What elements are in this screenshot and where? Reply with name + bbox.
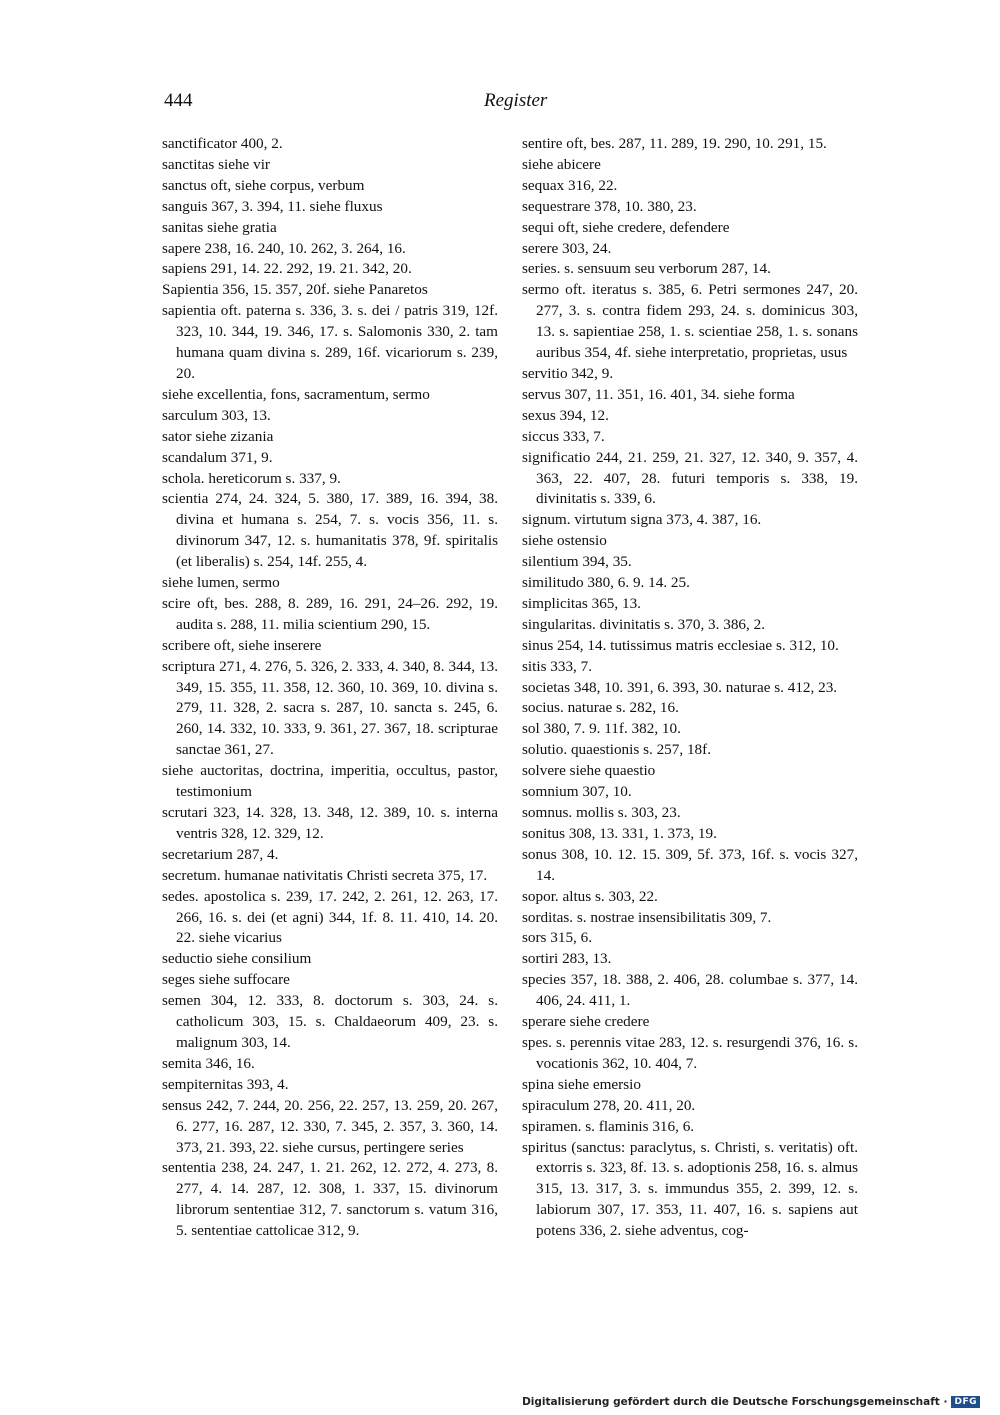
- index-entry: servus 307, 11. 351, 16. 401, 34. siehe forma: [522, 385, 795, 403]
- index-entry: siehe ostensio: [522, 532, 607, 550]
- index-entry: schola. hereticorum s. 337, 9.: [162, 469, 341, 487]
- index-entry: sequax 316, 22.: [522, 176, 618, 194]
- index-entry: sitis 333, 7.: [522, 657, 593, 675]
- index-entry: spiraculum 278, 20. 411, 20.: [522, 1096, 696, 1114]
- index-entry: singularitas. divinitatis s. 370, 3. 386, 2.: [522, 615, 765, 633]
- credit-text: Digitalisierung gefördert durch die Deutsche Forschungsgemeinschaft ·: [522, 1396, 948, 1408]
- index-column-left: [162, 134, 498, 1242]
- index-entry: scire oft, bes. 288, 8. 289, 16. 291, 24–26. 292, 19. audita s. 288, 11. milia scientium 290, 15.: [162, 594, 498, 633]
- index-entry: solvere siehe quaestio: [522, 762, 656, 780]
- page-number: 444: [164, 90, 193, 111]
- index-entry: secretum. humanae nativitatis Christi secreta 375, 17.: [162, 866, 488, 884]
- index-entry: sorditas. s. nostrae insensibilitatis 309, 7.: [522, 908, 772, 926]
- index-entry: secretarium 287, 4.: [162, 845, 279, 863]
- index-entry: serere 303, 24.: [522, 239, 612, 257]
- index-entry: somnium 307, 10.: [522, 783, 632, 801]
- index-entry: silentium 394, 35.: [522, 553, 632, 571]
- index-entry: sanctitas siehe vir: [162, 155, 270, 173]
- index-entry: sonitus 308, 13. 331, 1. 373, 19.: [522, 824, 717, 842]
- index-entry: sanguis 367, 3. 394, 11. siehe fluxus: [162, 197, 383, 215]
- digitization-credit: [522, 1396, 980, 1408]
- index-entry: simplicitas 365, 13.: [522, 594, 641, 612]
- index-entry: sapere 238, 16. 240, 10. 262, 3. 264, 16.: [162, 239, 406, 257]
- dfg-logo: DFG: [951, 1396, 980, 1408]
- index-entry: sententia 238, 24. 247, 1. 21. 262, 12. 272, 4. 273, 8. 277, 4. 14. 287, 12. 308, 1. 337, 15. divinorum librorum sententiae 312, 7. sanctorum s. vatum 316, 5. sententiae cattolicae 312, 9.: [162, 1159, 498, 1240]
- index-entry: siehe excellentia, fons, sacramentum, sermo: [162, 385, 430, 403]
- index-entry: sors 315, 6.: [522, 929, 593, 947]
- index-entry: sarculum 303, 13.: [162, 406, 271, 424]
- index-entry: sermo oft. iteratus s. 385, 6. Petri sermones 247, 20. 277, 3. s. contra fidem 293, 24. s. dominicus 303, 13. s. sapientiae 258, 1. s. scientiae 258, 1. s. sonans auribus 354, 4f. siehe interpretatio, proprietas, usus: [522, 281, 858, 362]
- index-entry: sapientia oft. paterna s. 336, 3. s. dei / patris 319, 12f. 323, 10. 344, 19. 346, 17. s. Salomonis 330, 2. tam humana quam divina s. 289, 16f. vicariorum s. 239, 20.: [162, 302, 498, 382]
- index-entry: sapiens 291, 14. 22. 292, 19. 21. 342, 20.: [162, 260, 412, 278]
- index-entry: scrutari 323, 14. 328, 13. 348, 12. 389, 10. s. interna ventris 328, 12. 329, 12.: [162, 804, 498, 842]
- index-entry: signum. virtutum signa 373, 4. 387, 16.: [522, 511, 762, 529]
- index-entry: sanitas siehe gratia: [162, 218, 277, 236]
- index-entry: sperare siehe credere: [522, 1013, 650, 1031]
- index-entry: similitudo 380, 6. 9. 14. 25.: [522, 574, 690, 592]
- index-entry: series. s. sensuum seu verborum 287, 14.: [522, 260, 771, 278]
- index-entry: socius. naturae s. 282, 16.: [522, 699, 679, 717]
- index-entry: spina siehe emersio: [522, 1075, 641, 1093]
- index-column-right: [522, 134, 858, 1242]
- index-entry: scientia 274, 24. 324, 5. 380, 17. 389, 16. 394, 38. divina et humana s. 254, 7. s. vocis 356, 11. s. divinorum 347, 12. s. humanitatis 378, 9f. spiritalis (et liberalis) s. 254, 14f. 255, 4.: [162, 490, 498, 571]
- index-entry: sinus 254, 14. tutissimus matris ecclesiae s. 312, 10.: [522, 636, 839, 654]
- index-entry: servitio 342, 9.: [522, 364, 614, 382]
- index-entry: sequestrare 378, 10. 380, 23.: [522, 197, 697, 215]
- index-entry: solutio. quaestionis s. 257, 18f.: [522, 741, 711, 759]
- index-entry: sol 380, 7. 9. 11f. 382, 10.: [522, 720, 681, 738]
- index-entry: sator siehe zizania: [162, 427, 274, 445]
- index-entry: scriptura 271, 4. 276, 5. 326, 2. 333, 4. 340, 8. 344, 13. 349, 15. 355, 11. 358, 12. 360, 10. 369, 10. divina s. 279, 11. 328, 2. sacra s. 287, 10. sancta s. 245, 6. 260, 14. 332, 10. 333, 9. 361, 27. 367, 18. scripturae sanctae 361, 27.: [162, 657, 498, 759]
- index-entry: sentire oft, bes. 287, 11. 289, 19. 290, 10. 291, 15.: [522, 135, 827, 152]
- index-entry: siehe auctoritas, doctrina, imperitia, occultus, pastor, testimonium: [162, 762, 498, 801]
- index-entry: siehe abicere: [522, 155, 601, 173]
- index-entry: scandalum 371, 9.: [162, 448, 273, 466]
- index-entry: species 357, 18. 388, 2. 406, 28. columbae s. 377, 14. 406, 24. 411, 1.: [522, 971, 858, 1010]
- index-entry: siehe lumen, sermo: [162, 574, 280, 592]
- index-entry: spiramen. s. flaminis 316, 6.: [522, 1117, 695, 1135]
- index-entry: sanctus oft, siehe corpus, verbum: [162, 176, 365, 194]
- index-entry: sedes. apostolica s. 239, 17. 242, 2. 261, 12. 263, 17. 266, 16. s. dei (et agni) 344, 1f. 8. 11. 410, 14. 20. 22. siehe vicarius: [162, 887, 498, 947]
- index-entry: societas 348, 10. 391, 6. 393, 30. naturae s. 412, 23.: [522, 678, 838, 696]
- index-entry: semen 304, 12. 333, 8. doctorum s. 303, 24. s. catholicum 303, 15. s. Chaldaeorum 409, 23. s. malignum 303, 14.: [162, 992, 498, 1051]
- index-entry: seductio siehe consilium: [162, 950, 312, 968]
- index-entry: scribere oft, siehe inserere: [162, 636, 322, 654]
- index-entry: sanctificator 400, 2.: [162, 135, 283, 152]
- index-entry: sortiri 283, 13.: [522, 950, 612, 968]
- index-entry: somnus. mollis s. 303, 23.: [522, 804, 681, 821]
- index-entry: Sapientia 356, 15. 357, 20f. siehe Panaretos: [162, 281, 428, 299]
- index-entry: spiritus (sanctus: paraclytus, s. Christi, s. veritatis) oft. extorris s. 323, 8f. 13. s. adoptionis 258, 16. s. almus 315, 13. 317, 3. s. immundus 355, 2. 399, 12. s. labiorum 307, 17. 353, 11. 407, 16. s. sapiens aut potens 336, 2. siehe adventus, cog-: [522, 1138, 858, 1240]
- index-entry: sonus 308, 10. 12. 15. 309, 5f. 373, 16f. s. vocis 327, 14.: [522, 845, 858, 884]
- index-entry: sempiternitas 393, 4.: [162, 1075, 289, 1093]
- index-entry: seges siehe suffocare: [162, 971, 290, 989]
- index-entry: sequi oft, siehe credere, defendere: [522, 218, 730, 236]
- index-entry: spes. s. perennis vitae 283, 12. s. resurgendi 376, 16. s. vocationis 362, 10. 404, 7.: [522, 1033, 858, 1072]
- index-entry: significatio 244, 21. 259, 21. 327, 12. 340, 9. 357, 4. 363, 22. 407, 28. futuri temporis s. 338, 19. divinitatis s. 339, 6.: [522, 448, 858, 508]
- index-entry: semita 346, 16.: [162, 1054, 255, 1072]
- running-head: Register: [484, 90, 548, 111]
- index-entry: sopor. altus s. 303, 22.: [522, 887, 658, 905]
- index-entry: sexus 394, 12.: [522, 406, 609, 424]
- index-entry: siccus 333, 7.: [522, 427, 605, 445]
- index-entry: sensus 242, 7. 244, 20. 256, 22. 257, 13. 259, 20. 267, 6. 277, 16. 287, 12. 330, 7. 345, 2. 357, 3. 360, 14. 373, 21. 393, 22. siehe cursus, pertingere series: [162, 1096, 498, 1156]
